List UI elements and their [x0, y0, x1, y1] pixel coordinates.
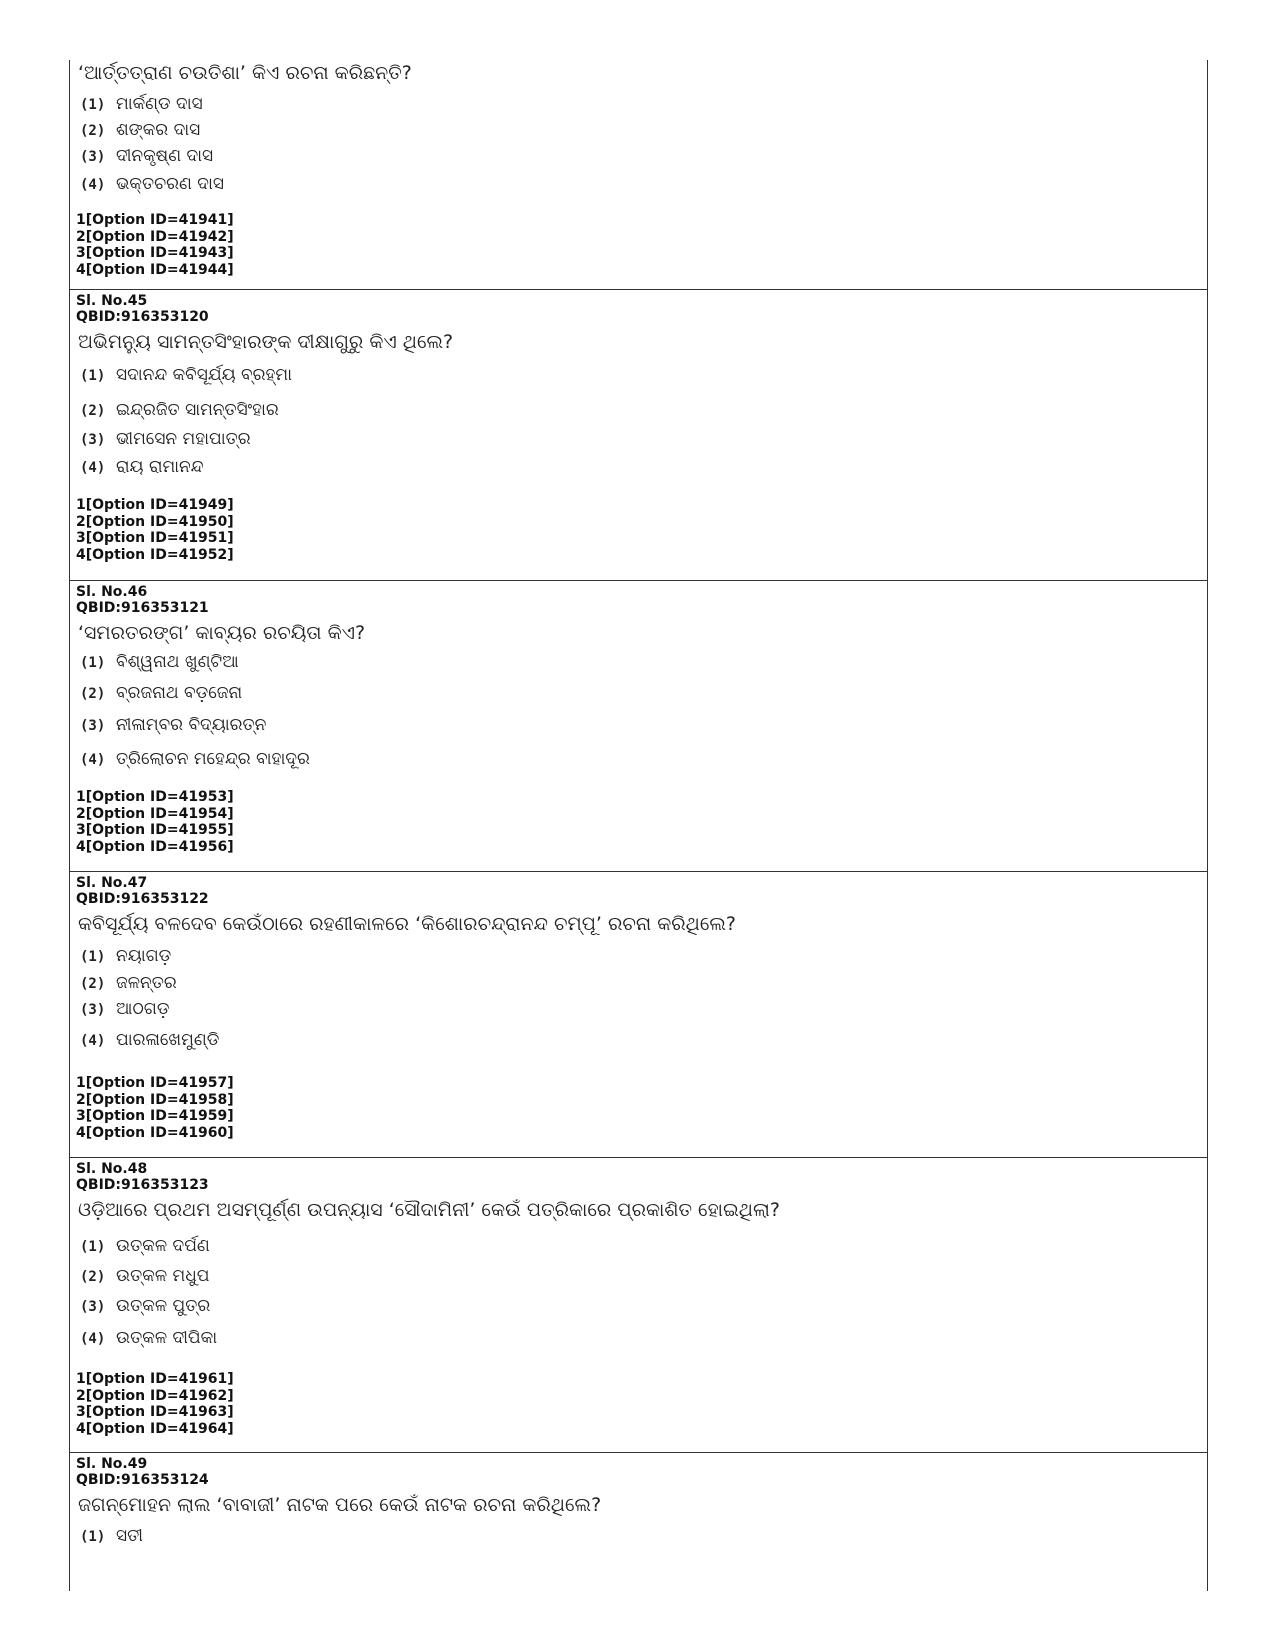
option-item [80, 456, 204, 479]
serial-number: Sl. No.47 [76, 875, 148, 891]
question-block [70, 289, 1207, 580]
option-number: (2) [80, 123, 106, 139]
option-text: ଉତ୍କଳ ଦୀପିକା [116, 1328, 218, 1348]
option-item [80, 93, 203, 116]
option-number: (2) [80, 1269, 106, 1285]
option-item [80, 945, 171, 968]
question-text: ଓଡ଼ିଆରେ ପ୍ରଥମ ଅସମ୍ପୂର୍ଣ୍ଣ ଉପନ୍ୟାସ ‘ସୌଦାମିନୀ’ କେଉଁ ପତ୍ରିକାରେ ପ୍ରକାଶିତ ହୋଇଥିଲା? [78, 1199, 780, 1221]
option-number: (3) [80, 1299, 106, 1315]
option-number: (4) [80, 1033, 106, 1049]
option-item [80, 399, 279, 422]
option-number: (2) [80, 976, 106, 992]
option-text: ଦୀନକୃଷ୍ଣ ଦାସ [116, 146, 214, 166]
option-text: ରାୟ ରାମାନନ୍ଦ [116, 457, 204, 477]
option-item [80, 748, 310, 771]
qbid: QBID:916353122 [76, 891, 209, 907]
option-text: ଇନ୍ଦ୍ରଜିତ ସାମନ୍ତସିଂହାର [116, 400, 279, 420]
option-number: (3) [80, 432, 106, 448]
question-paper-page [69, 60, 1208, 1591]
option-item [80, 1295, 210, 1318]
option-item [80, 714, 266, 737]
option-text: ଉତ୍କଳ ମଧୁପ [116, 1266, 210, 1286]
option-id: 3[Option ID=41963] [76, 1404, 234, 1420]
option-id: 2[Option ID=41950] [76, 513, 234, 530]
option-id: 3[Option ID=41943] [76, 245, 234, 261]
option-item [80, 972, 177, 995]
option-text: ପାରଳାଖେମୁଣ୍ଡି [116, 1030, 220, 1050]
option-id-list [76, 497, 234, 563]
option-item [80, 998, 169, 1021]
option-number: (1) [80, 655, 106, 671]
option-text: ଉତ୍କଳ ପୁତ୍ର [116, 1296, 211, 1316]
serial-number: Sl. No.49 [76, 1456, 148, 1472]
option-item [80, 651, 239, 674]
option-id-list [76, 1075, 234, 1141]
option-item [80, 145, 213, 168]
question-text: କବିସୂର୍ଯ୍ୟ ବଳଦେବ କେଉଁଠାରେ ରହଣୀକାଳରେ ‘କିଶୋରଚନ୍ଦ୍ରାନନ୍ଦ ଚମ୍ପୂ’ ରଚନା କରିଥିଲେ? [78, 913, 737, 935]
option-id: 1[Option ID=41949] [76, 497, 234, 513]
option-number: (1) [80, 368, 106, 384]
question-text: ‘ଆର୍ତ୍ତତ୍ରାଣ ଚଉତିଶା’ କିଏ ରଚନା କରିଛନ୍ତି? [78, 62, 412, 84]
question-text: ଅଭିମନ୍ୟୁ ସାମନ୍ତସିଂହାରଙ୍କ ଦୀକ୍ଷାଗୁରୁ କିଏ ଥିଲେ? [78, 331, 454, 353]
question-block [70, 871, 1207, 1157]
option-number: (4) [80, 460, 106, 476]
option-id: 3[Option ID=41955] [76, 822, 234, 838]
option-id: 4[Option ID=41952] [76, 546, 234, 563]
option-item [80, 364, 292, 387]
serial-number: Sl. No.46 [76, 584, 148, 600]
option-text: ଆଠଗଡ଼ [116, 999, 170, 1019]
serial-number: Sl. No.45 [76, 293, 148, 309]
option-item [80, 1235, 210, 1258]
option-text: ଶଙ୍କର ଦାସ [116, 120, 201, 140]
option-number: (4) [80, 752, 106, 768]
option-number: (3) [80, 718, 106, 734]
option-item [80, 1327, 217, 1350]
option-id: 2[Option ID=41958] [76, 1091, 234, 1108]
option-id: 2[Option ID=41962] [76, 1387, 234, 1404]
option-number: (4) [80, 1331, 106, 1347]
option-id: 2[Option ID=41954] [76, 805, 234, 822]
option-id: 4[Option ID=41944] [76, 261, 234, 278]
qbid: QBID:916353124 [76, 1472, 209, 1488]
option-item [80, 682, 242, 705]
question-block [70, 1452, 1207, 1591]
option-number: (2) [80, 403, 106, 419]
option-text: ଉତ୍କଳ ଦର୍ପଣ [116, 1236, 210, 1256]
option-number: (1) [80, 97, 106, 113]
option-text: ମାର୍କଣ୍ଡ ଦାସ [116, 94, 203, 114]
option-text: ସତୀ [116, 1526, 143, 1546]
qbid: QBID:916353121 [76, 600, 209, 616]
option-id: 3[Option ID=41951] [76, 530, 234, 546]
option-item [80, 428, 251, 451]
option-id: 4[Option ID=41960] [76, 1124, 234, 1141]
question-block [70, 60, 1207, 289]
option-id: 4[Option ID=41964] [76, 1420, 234, 1437]
option-id: 3[Option ID=41959] [76, 1108, 234, 1124]
question-block [70, 1157, 1207, 1452]
question-block [70, 580, 1207, 871]
option-item [80, 1525, 143, 1548]
option-item [80, 173, 224, 196]
option-text: ବିଶ୍ୱନାଥ ଖୁଣ୍ଟିଆ [116, 652, 239, 672]
option-id-list [76, 1371, 234, 1437]
option-id: 1[Option ID=41961] [76, 1371, 234, 1387]
question-text: ‘ସମରତରଙ୍ଗ’ କାବ୍ୟର ରଚୟିତା କିଏ? [78, 622, 366, 644]
option-number: (3) [80, 1002, 106, 1018]
option-number: (3) [80, 149, 106, 165]
option-id: 1[Option ID=41941] [76, 212, 234, 228]
option-id: 2[Option ID=41942] [76, 228, 234, 245]
option-id: 1[Option ID=41957] [76, 1075, 234, 1091]
option-text: ନୀଳାମ୍ବର ବିଦ୍ୟାରତ୍ନ [116, 715, 267, 735]
option-text: ଭୀମସେନ ମହାପାତ୍ର [116, 429, 251, 449]
serial-number: Sl. No.48 [76, 1161, 148, 1177]
option-text: ଭକ୍ତଚରଣ ଦାସ [116, 174, 224, 194]
option-number: (1) [80, 1529, 106, 1545]
qbid: QBID:916353123 [76, 1177, 209, 1193]
option-text: ଜଳନ୍ତର [116, 973, 177, 993]
option-text: ବ୍ରଜନାଥ ବଡ଼ଜେନା [116, 683, 243, 703]
option-number: (4) [80, 177, 106, 193]
option-text: ନୟାଗଡ଼ [116, 946, 172, 966]
option-text: ସଦାନନ୍ଦ କବିସୂର୍ଯ୍ୟ ବ୍ରହ୍ମା [116, 365, 292, 385]
option-item [80, 1029, 219, 1052]
qbid: QBID:916353120 [76, 309, 209, 325]
option-number: (1) [80, 949, 106, 965]
option-id: 4[Option ID=41956] [76, 838, 234, 855]
option-text: ତ୍ରିଲୋଚନ ମହେନ୍ଦ୍ର ବାହାଦୂର [116, 749, 310, 769]
option-id-list [76, 212, 234, 278]
option-item [80, 119, 200, 142]
option-id-list [76, 789, 234, 855]
option-item [80, 1265, 209, 1288]
option-number: (2) [80, 686, 106, 702]
option-id: 1[Option ID=41953] [76, 789, 234, 805]
option-number: (1) [80, 1239, 106, 1255]
question-text: ଜଗନ୍ମୋହନ ଲାଲ ‘ବାବାଜୀ’ ନାଟକ ପରେ କେଉଁ ନାଟକ ରଚନା କରିଥିଲେ? [78, 1494, 602, 1516]
